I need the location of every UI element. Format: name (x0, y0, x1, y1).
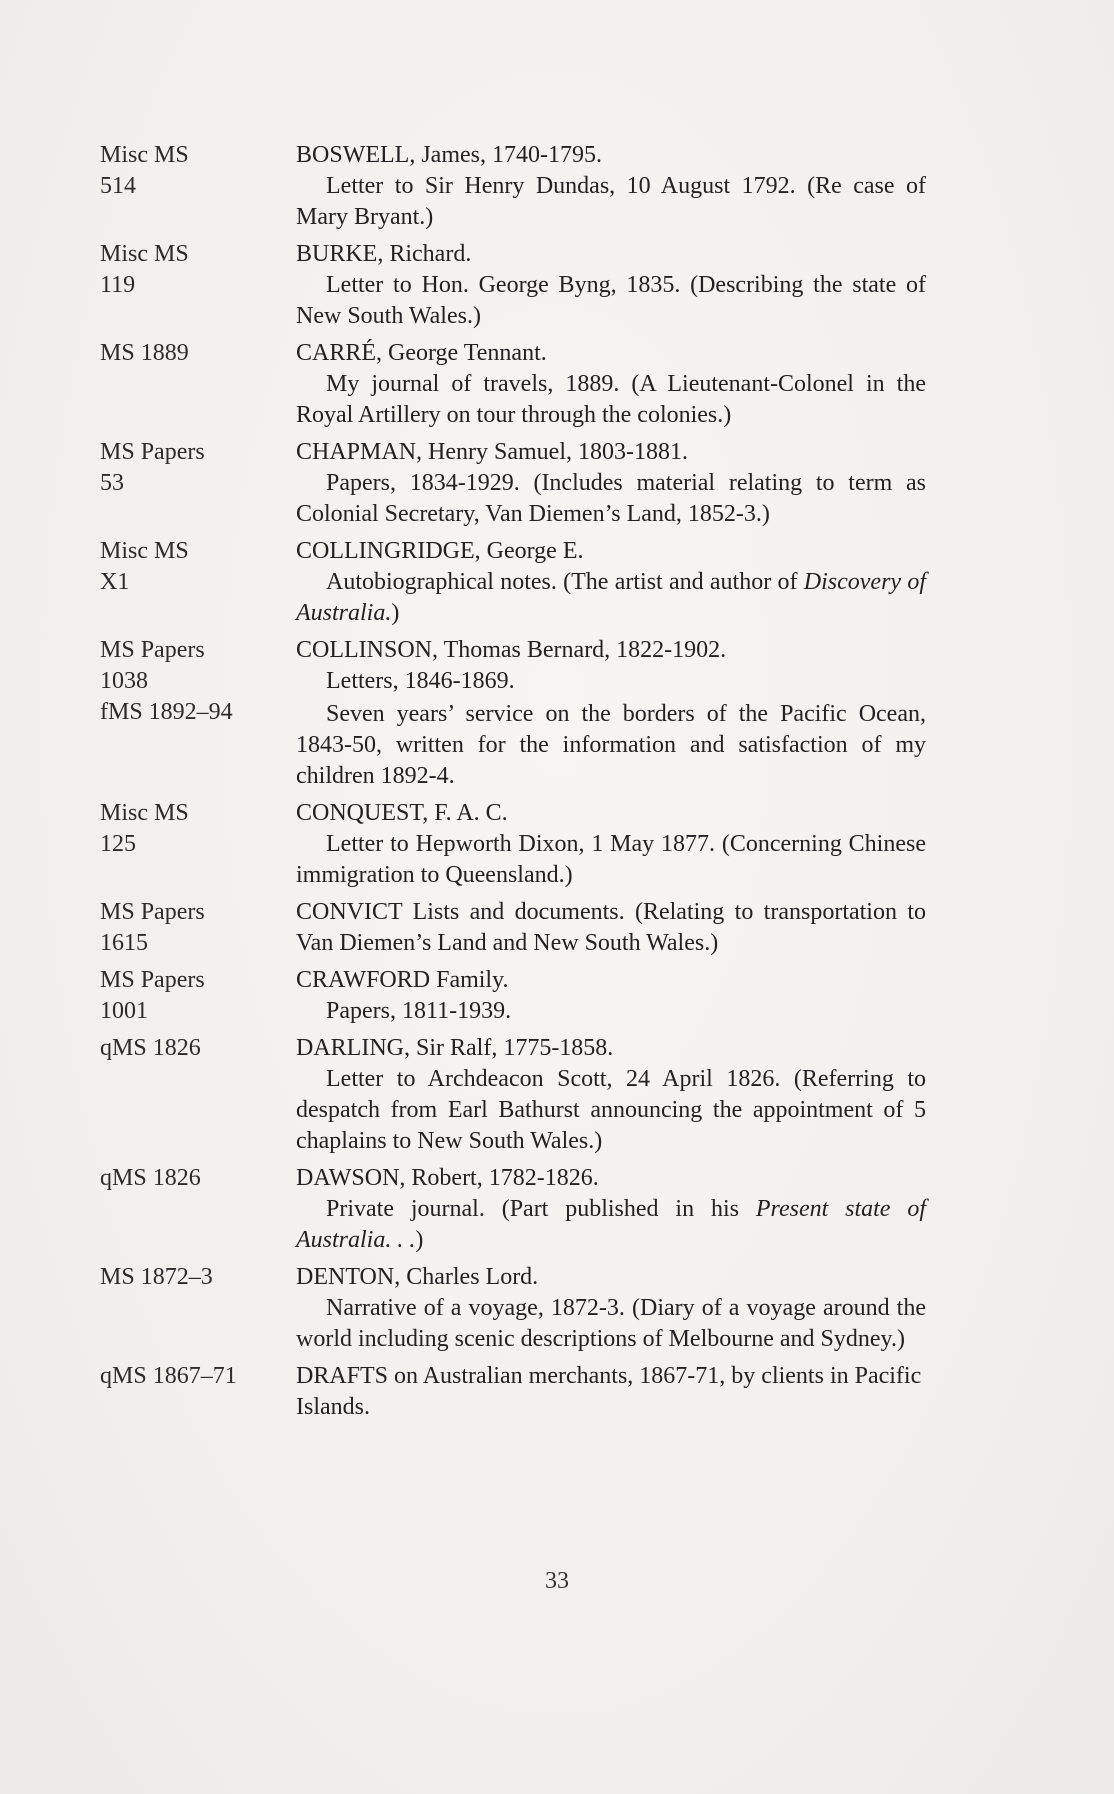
list-item (100, 1163, 930, 1256)
shelf-line: MS Papers (100, 899, 205, 925)
shelf-mark (100, 635, 296, 697)
entry-description: Papers, 1834-1929. (Includes material relating to term as Colonial Secretary, Van Diemen’s Land, 1852-3.) (296, 470, 926, 527)
shelf-line: 125 (100, 831, 136, 857)
entry-heading: COLLINSON, Thomas Bernard, 1822-1902. (296, 637, 727, 663)
shelf-mark (100, 798, 296, 891)
entry-heading: CONVICT Lists and documents. (Relating to transportation to Van Diemen’s Land and New South Wales.) (296, 899, 926, 956)
entry-description: Seven years’ service on the borders of the Pacific Ocean, 1843-50, written for the information and satisfaction of my children 1892-4. (296, 701, 926, 789)
list-item (100, 338, 930, 431)
shelf-line: MS 1889 (100, 340, 189, 366)
entry-description: Papers, 1811-1939. (326, 998, 512, 1024)
shelf-line: Misc MS (100, 538, 189, 564)
description-text: ) (415, 1227, 424, 1253)
list-item (100, 239, 930, 332)
shelf-mark (100, 239, 296, 332)
shelf-line: 1001 (100, 998, 148, 1024)
shelf-mark (100, 697, 296, 792)
shelf-line: fMS 1892–94 (100, 699, 233, 725)
shelf-mark (100, 140, 296, 233)
list-item (100, 1361, 930, 1423)
shelf-line: MS Papers (100, 439, 205, 465)
entry-heading: CONQUEST, F. A. C. (296, 800, 508, 826)
list-item (100, 697, 930, 792)
shelf-line: 1615 (100, 930, 148, 956)
entry-heading: COLLINGRIDGE, George E. (296, 538, 584, 564)
shelf-line: qMS 1826 (100, 1035, 201, 1061)
shelf-line: Misc MS (100, 800, 189, 826)
shelf-line: 1038 (100, 668, 148, 694)
shelf-mark (100, 897, 296, 959)
book-title: Discovery of Australia. (296, 569, 926, 626)
shelf-mark (100, 1361, 296, 1423)
shelf-line: MS Papers (100, 967, 205, 993)
description-text: Autobiographical notes. (The artist and author of (326, 569, 798, 595)
entry-description: Letter to Hepworth Dixon, 1 May 1877. (Concerning Chinese immigration to Queensland.) (296, 831, 926, 888)
shelf-mark (100, 1163, 296, 1256)
entry-description: My journal of travels, 1889. (A Lieutenant-Colonel in the Royal Artillery on tour through the colonies.) (296, 371, 926, 428)
shelf-mark (100, 536, 296, 629)
page-number: 33 (545, 1568, 569, 1594)
entry-description: Letter to Sir Henry Dundas, 10 August 1792. (Re case of Mary Bryant.) (296, 173, 926, 230)
list-item (100, 536, 930, 629)
entry-description: Letter to Hon. George Byng, 1835. (Describing the state of New South Wales.) (296, 272, 926, 329)
shelf-line: qMS 1826 (100, 1165, 201, 1191)
description-text: ) (391, 600, 400, 626)
shelf-line: qMS 1867–71 (100, 1363, 237, 1389)
shelf-mark (100, 338, 296, 431)
catalogue-entries (100, 140, 930, 1429)
shelf-line: MS Papers (100, 637, 205, 663)
book-title: Present state of Australia. . . (296, 1196, 926, 1253)
entry-heading: CRAWFORD Family. (296, 967, 509, 993)
shelf-line: MS 1872–3 (100, 1264, 213, 1290)
entry-heading: CHAPMAN, Henry Samuel, 1803-1881. (296, 439, 688, 465)
shelf-line: Misc MS (100, 142, 189, 168)
list-item (100, 635, 930, 697)
entry-description: Narrative of a voyage, 1872-3. (Diary of a voyage around the world including scenic descriptions of Melbourne and Sydney.) (296, 1295, 926, 1352)
shelf-line: X1 (100, 569, 130, 595)
list-item (100, 437, 930, 530)
entry-heading: BURKE, Richard. (296, 241, 472, 267)
entry-description (296, 1194, 926, 1256)
shelf-mark (100, 965, 296, 1027)
entry-heading: DENTON, Charles Lord. (296, 1264, 539, 1290)
shelf-line: Misc MS (100, 241, 189, 267)
shelf-line: 53 (100, 470, 124, 496)
shelf-mark (100, 1033, 296, 1157)
entry-description (296, 567, 926, 629)
list-item (100, 798, 930, 891)
entry-heading: DAWSON, Robert, 1782-1826. (296, 1165, 599, 1191)
entry-heading: DRAFTS on Australian merchants, 1867-71, by clients in Pacific Islands. (296, 1363, 922, 1420)
list-item (100, 897, 930, 959)
entry-heading: BOSWELL, James, 1740-1795. (296, 142, 602, 168)
entry-heading: DARLING, Sir Ralf, 1775-1858. (296, 1035, 614, 1061)
entry-description: Letters, 1846-1869. (326, 668, 515, 694)
entry-heading: CARRÉ, George Tennant. (296, 340, 547, 366)
list-item (100, 140, 930, 233)
entry-description: Letter to Archdeacon Scott, 24 April 1826. (Referring to despatch from Earl Bathurst announcing the appointment of 5 chaplains to New South Wales.) (296, 1066, 926, 1154)
list-item (100, 965, 930, 1027)
shelf-line: 119 (100, 272, 136, 298)
description-text: Private journal. (Part published in his (326, 1196, 739, 1222)
list-item (100, 1033, 930, 1157)
shelf-mark (100, 437, 296, 530)
list-item (100, 1262, 930, 1355)
shelf-mark (100, 1262, 296, 1355)
shelf-line: 514 (100, 173, 136, 199)
